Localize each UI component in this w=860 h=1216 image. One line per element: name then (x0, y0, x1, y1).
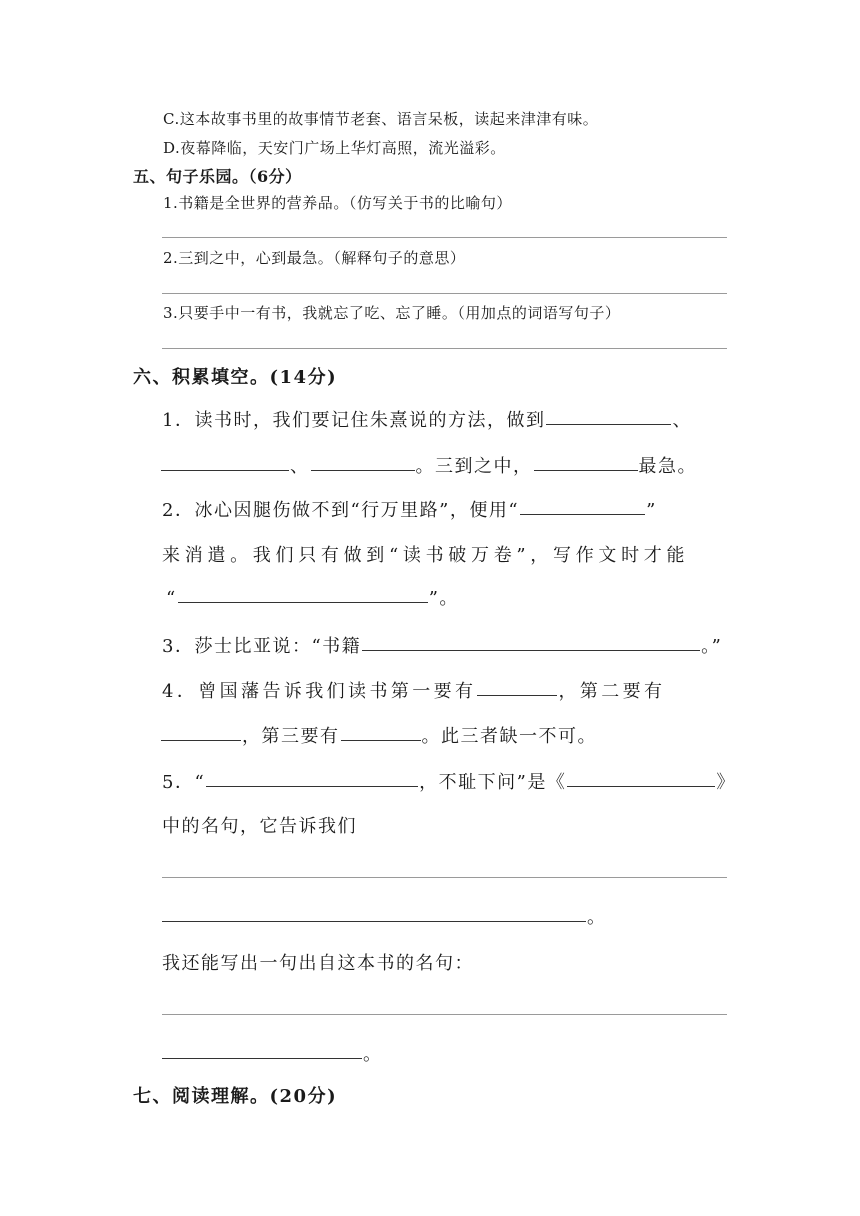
s6-q3-end: 。” (701, 636, 723, 657)
s6-q2-line2: 来消遣。我们只有做到“读书破万卷”，写作文时才能 (162, 545, 690, 566)
section-5-heading: 五、句子乐园。（6分） (133, 167, 302, 186)
s5-question-3: 3.只要手中一有书，我就忘了吃、忘了睡。（用加点的词语写句子） (163, 304, 621, 322)
option-d: D.夜幕降临，天安门广场上华灯高照，流光溢彩。 (163, 139, 506, 157)
separator: 、 (672, 410, 692, 431)
blank[interactable] (534, 469, 638, 471)
s6-q5-line1 (162, 774, 736, 792)
blank[interactable] (520, 513, 645, 515)
quote-open: “ (166, 588, 177, 609)
s6-q1-text-a: 1．读书时，我们要记住朱熹说的方法，做到 (162, 410, 546, 431)
s6-q4-text-b: ，第二要有 (558, 681, 666, 702)
s6-q4-text-a: 4．曾国藩告诉我们读书第一要有 (162, 681, 477, 702)
blank[interactable] (362, 649, 700, 651)
s6-q4-text-d: 。此三者缺一不可。 (421, 726, 597, 747)
s6-q5-text-b: ，不耻下问”是《 (419, 772, 567, 793)
s6-q2-line3 (166, 590, 459, 608)
blank[interactable] (161, 739, 241, 741)
period: 。 (363, 1044, 383, 1065)
s5-q2-answer-line[interactable] (162, 293, 727, 294)
blank[interactable] (162, 920, 586, 922)
section-7-heading: 七、阅读理解。(20分) (133, 1086, 338, 1107)
quote-close: ” (646, 500, 657, 521)
blank[interactable] (162, 1057, 362, 1059)
blank[interactable] (477, 694, 557, 696)
s6-q1-text-b: 。三到之中， (415, 456, 533, 477)
s6-q3-text-a: 3．莎士比亚说：“书籍 (162, 636, 362, 657)
quote-close-period: ”。 (428, 588, 459, 609)
s6-q5-line7 (162, 1046, 383, 1064)
blank[interactable] (546, 423, 671, 425)
s5-q1-answer-line[interactable] (162, 237, 727, 238)
s6-q1-line2 (160, 458, 697, 476)
s6-q4-text-c: ，第三要有 (242, 726, 340, 747)
separator: 、 (290, 456, 310, 477)
blank[interactable] (161, 469, 289, 471)
s6-q1-line1 (162, 412, 692, 430)
s6-q5-answer-line[interactable] (162, 877, 727, 878)
blank[interactable] (206, 785, 418, 787)
s6-q4-line2 (160, 728, 597, 746)
s5-question-2: 2.三到之中，心到最急。（解释句子的意思） (163, 249, 466, 267)
s6-q4-line1 (162, 683, 665, 701)
blank[interactable] (567, 785, 715, 787)
s5-q3-answer-line[interactable] (162, 348, 727, 349)
s6-q5-text-c: 》 (716, 772, 736, 793)
option-c: C.这本故事书里的故事情节老套、语言呆板，读起来津津有味。 (163, 110, 599, 128)
s5-question-1: 1.书籍是全世界的营养品。（仿写关于书的比喻句） (163, 194, 512, 212)
s6-q5-text-a: 5．“ (162, 772, 206, 793)
s6-q5-line4 (162, 909, 607, 927)
s6-q5-line5: 我还能写出一句出自这本书的名句： (162, 953, 474, 974)
section-6-heading: 六、积累填空。(14分) (133, 367, 338, 388)
blank[interactable] (341, 739, 421, 741)
s6-q3-line (162, 638, 722, 656)
s6-q1-text-c: 最急。 (638, 456, 697, 477)
period: 。 (587, 907, 607, 928)
s6-q2-text-a: 2．冰心因腿伤做不到“行万里路”，便用“ (162, 500, 520, 521)
blank[interactable] (311, 469, 415, 471)
s6-q2-line1 (162, 502, 657, 520)
s6-q5-answer-line-2[interactable] (162, 1014, 727, 1015)
s6-q5-line2: 中的名句，它告诉我们 (162, 816, 357, 837)
blank[interactable] (178, 601, 428, 603)
